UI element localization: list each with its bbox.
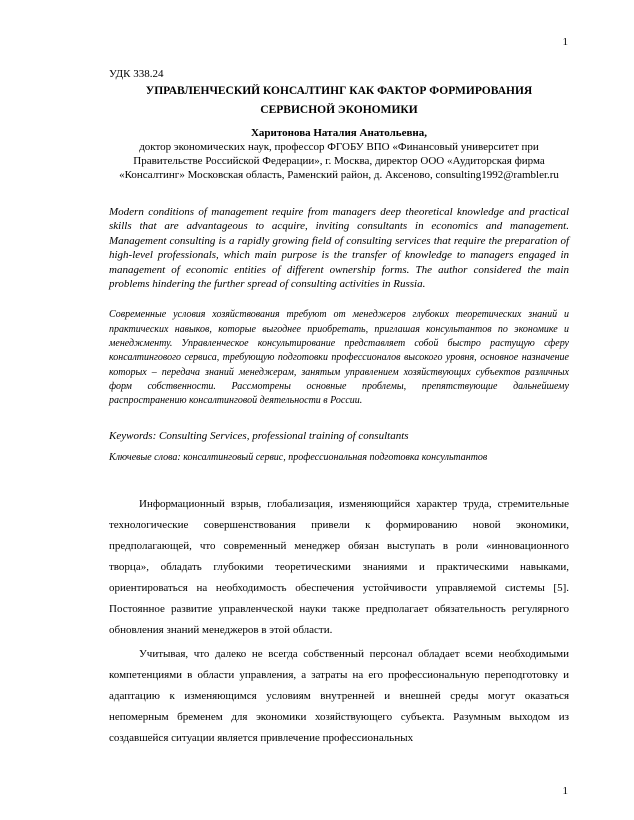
udk-code: УДК 338.24: [109, 68, 164, 80]
body-paragraph: Информационный взрыв, глобализация, изменяющийся характер труда, стремительные технологические совершенствования привели к формированию новой экономики, предполагающей, что современный менеджер обязан выступать в роли «инновационного творца», обладать глубокими теоретическими знаниями и практическими навыками, ориентироваться на необходимость обеспечения устойчивости управляемой системы [5]. Постоянное развитие управленческой науки также предполагает обязательность регулярного обновления знаний менеджеров в этой области.: [109, 497, 569, 636]
article-body: [109, 494, 569, 749]
author-name: Харитонова Наталия Анатольевна,: [250, 127, 428, 139]
abstract-russian: Современные условия хозяйствования требуют от менеджеров глубоких теоретических знаний и практических навыков, которые выгоднее приобретать, приглашая консультантов по экономике и менеджменту. Управленческое консультирование представляет собой быстро растущую сферу консалтингового сервиса, требующую подготовки профессионалов высокого уровня, основное назначение которых – передача знаний менеджерам, занятым управлением хозяйствующих субъектов различных форм собственности. Рассмотрены основные проблемы, препятствующие дальнейшему распространению консалтинговой деятельности в России.: [109, 309, 569, 407]
page-number-top: 1: [562, 36, 568, 48]
article-content: [109, 68, 569, 752]
body-paragraph: Учитывая, что далеко не всегда собственный персонал обладает всеми необходимыми компетенциями в области управления, а затраты на его профессиональную переподготовку и адаптацию к изменяющимся условиям внутренней и внешней среды могут оказаться непомерным бременем для экономики хозяйствующего субъекта. Разумным выходом из создавшейся ситуации является привлечение профессиональных: [109, 647, 569, 744]
keywords-english: Keywords: Consulting Services, professional training of consultants: [109, 429, 409, 442]
page-number-bottom: 1: [562, 785, 568, 797]
article-title: УПРАВЛЕНЧЕСКИЙ КОНСАЛТИНГ КАК ФАКТОР ФОРМИРОВАНИЯ СЕРВИСНОЙ ЭКОНОМИКИ: [145, 85, 533, 116]
keywords-russian: Ключевые слова: консалтинговый сервис, профессиональная подготовка консультантов: [109, 451, 488, 463]
author-affiliation: доктор экономических наук, профессор ФГОБУ ВПО «Финансовый университет при Правительстве Российской Федерации», г. Москва, директор ООО «Аудиторская фирма «Консалтинг» Московская область, Раменский район, д. Аксеново, consulting1992@rambler.ru: [119, 141, 559, 181]
abstract-english: Modern conditions of management require from managers deep theoretical knowledge and practical skills that are advantageous to acquire, inviting consultants in economics and management. Management consulting is a rapidly growing field of consulting services that require the preparation of high-level professionals, which main purpose is the transfer of knowledge to managers engaged in management of economic entities of different ownership forms. The author considered the main problems hindering the further spread of consulting activities in Russia.: [109, 206, 569, 291]
